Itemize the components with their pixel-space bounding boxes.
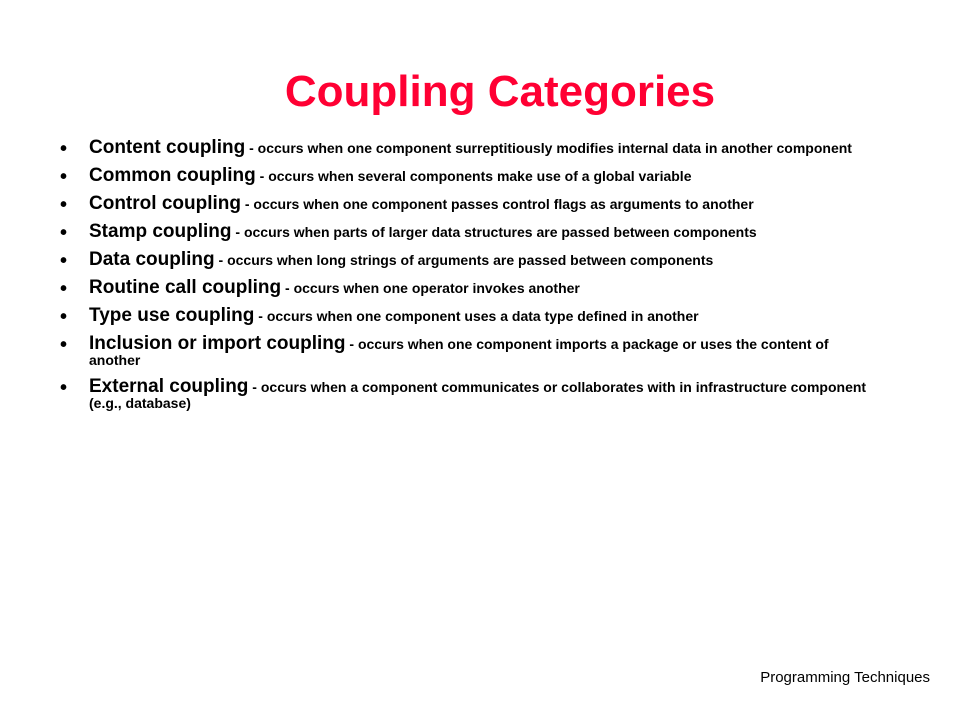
bullet-description: - occurs when one component passes control flags as arguments to another [240,196,754,212]
bullet-term: Content coupling [89,137,246,158]
bullet-item-common-coupling [60,165,880,188]
bullet-item-routine-call-coupling [60,277,880,300]
bullet-term: Type use coupling [89,305,255,326]
bullet-item-external-coupling [60,377,880,411]
bullet-term: Inclusion or import coupling [89,333,346,354]
bullet-description: - occurs when one operator invokes another [281,280,580,296]
bullet-icon: • [60,334,68,356]
bullet-description: - occurs when parts of larger data structures are passed between components [231,224,757,240]
bullet-term: Stamp coupling [89,221,232,242]
bullet-item-stamp-coupling [60,221,880,244]
bullet-term: External coupling [89,376,249,397]
bullet-icon: • [60,138,68,160]
bullet-item-control-coupling [60,193,880,216]
bullet-term: Common coupling [89,165,256,186]
bullet-description: - occurs when a component communicates or collaborates with in infrastructure component (e.g., database) [89,379,867,411]
slide-footer: Programming Techniques [760,669,930,686]
bullet-item-inclusion-import-coupling [60,334,880,368]
bullet-item-data-coupling [60,249,880,272]
bullet-item-content-coupling [60,137,880,160]
bullet-icon: • [60,250,68,272]
bullet-icon: • [60,377,68,399]
bullet-term: Data coupling [89,249,215,270]
bullet-icon: • [60,306,68,328]
bullet-description: - occurs when one component surreptitiously modifies internal data in another component [245,140,852,156]
bullet-term: Control coupling [89,193,241,214]
bullet-term: Routine call coupling [89,277,282,298]
bullet-icon: • [60,166,68,188]
bullet-icon: • [60,194,68,216]
slide-title: Coupling Categories [284,67,716,116]
bullet-item-type-use-coupling [60,305,880,328]
bullet-description: - occurs when one component imports a package or uses the content of another [89,336,829,368]
bullet-icon: • [60,222,68,244]
bullet-description: - occurs when one component uses a data type defined in another [254,308,699,324]
bullet-description: - occurs when long strings of arguments are passed between components [214,252,714,268]
bullet-icon: • [60,278,68,300]
bullet-list [60,138,880,420]
bullet-description: - occurs when several components make use of a global variable [255,168,692,184]
